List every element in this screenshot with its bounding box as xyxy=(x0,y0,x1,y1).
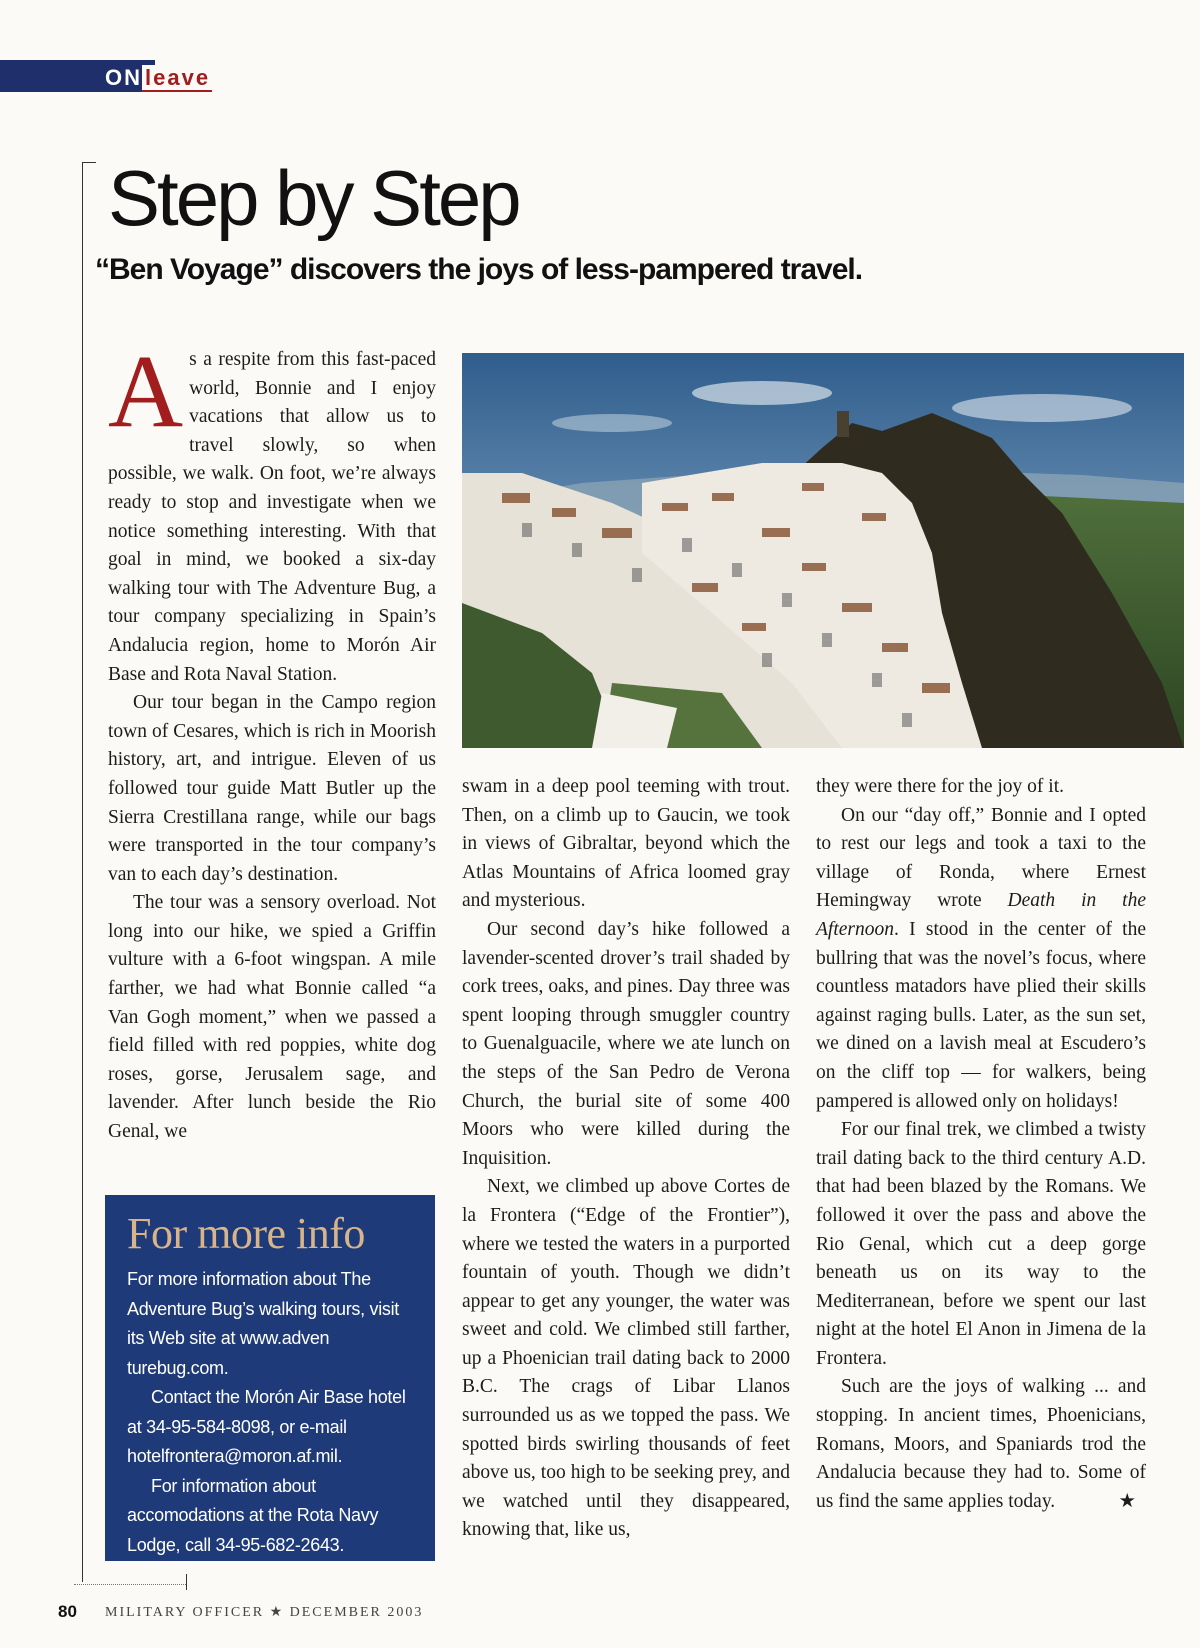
title-rule-corner xyxy=(82,162,96,163)
section-label xyxy=(105,64,212,92)
article-paragraph: Our tour began in the Campo region town of Cesares, which is rich in Moorish history, art, and intrigue. Eleven of us followed tour guide Matt Butler up the Sierra Crestillana range, while our bags were transported in the tour company’s van to each day’s destination. xyxy=(108,692,436,885)
info-sidebar-title: For more info xyxy=(127,1209,365,1258)
article-paragraph: Our second day’s hike followed a lavender-scented drover’s trail shaded by cork trees, oaks, and pines. Day three was spent looping through smuggler country to Guenalguacile, where we ate lunch on the steps of the San Pedro de Verona Church, the burial site of some 400 Moors who were killed during the Inquisition. xyxy=(462,918,790,1169)
book-title: Death in the Afternoon xyxy=(816,890,1146,940)
drop-cap: A xyxy=(108,334,184,449)
article-paragraph: Such are the joys of walking ... and stopping. In ancient times, Phoenicians, Romans, Moors, and Spaniards trod the Andalucia because they had to. Some of us find the same applies today. ★ xyxy=(816,1373,1146,1516)
info-paragraph: For more information about The Adventure Bug’s walking tours, visit its Web site at www.adven turebug.com. xyxy=(127,1269,400,1378)
page-number: 80 xyxy=(58,1602,77,1621)
article-column-3 xyxy=(816,773,1146,1516)
article-paragraph: On our “day off,” Bonnie and I opted to rest our legs and took a taxi to the village of Ronda, where Ernest Hemingway wrote Death in the Afternoon. I stood in the center of the bullring that was the novel’s focus, where countless matadors have plied their skills against raging bulls. Later, as the sun set, we dined on a lavish meal at Escudero’s on the cliff top — for walkers, being pampered is allowed only on holidays! xyxy=(816,804,1146,1112)
info-paragraph: Contact the Morón Air Base hotel at 34-95-584-8098, or e-mail hotelfrontera@moron.af.mil. xyxy=(127,1387,406,1466)
article-column-1 xyxy=(108,334,436,1147)
footer-rule-tick xyxy=(186,1574,187,1590)
info-sidebar xyxy=(105,1195,435,1561)
article-paragraph: For our final trek, we climbed a twisty trail dating back to the third century A.D. that had been blazed by the Romans. We followed it over the pass and above the Rio Genal, which cut a deep gorge beneath us on its way to the Mediterranean, before we spent our last night at the hotel El Anon in Jimena de la Frontera. xyxy=(816,1119,1146,1369)
article-column-2 xyxy=(462,773,790,1545)
article-paragraph: swam in a deep pool teeming with trout. Then, on a climb up to Gaucin, we took in views of Gibraltar, beyond which the Atlas Mountains of Africa loomed gray and mysterious. xyxy=(462,776,790,912)
article-title: Step by Step xyxy=(108,154,519,242)
issue-line: MILITARY OFFICER ★ DECEMBER 2003 xyxy=(105,1605,424,1620)
info-paragraph: For information about accomodations at the Rota Navy Lodge, call 34-95-682-2643. xyxy=(127,1475,379,1555)
village-photo xyxy=(462,353,1184,748)
section-label-leave: leave xyxy=(142,65,212,92)
title-rule xyxy=(82,162,83,1582)
footer-rule xyxy=(74,1584,186,1585)
article-paragraph: they were there for the joy of it. xyxy=(816,776,1064,797)
end-mark-star-icon: ★ xyxy=(1118,1490,1136,1512)
article-paragraph: The tour was a sensory overload. Not long into our hike, we spied a Griffin vulture with a 6-foot wingspan. A mile farther, we had what Bonnie called “a Van Gogh moment,” when we passed a field filled with red poppies, white dog roses, gorse, Jerusalem sage, and lavender. After lunch beside the Rio Genal, we xyxy=(108,892,436,1143)
article-paragraph: Next, we climbed up above Cortes de la Frontera (“Edge of the Frontier”), where we tested the waters in a purported fountain of youth. Though we didn’t appear to get any younger, the water was sweet and cold. We climbed still farther, up a Phoenician trail dating back to 2000 B.C. The crags of Libar Llanos surrounded us as we topped the pass. We spotted birds swirling thousands of feet above us, too high to be seeking prey, and we watched until they disappeared, knowing that, like us, xyxy=(462,1176,790,1541)
article-subtitle: “Ben Voyage” discovers the joys of less-pampered travel. xyxy=(95,253,863,286)
section-label-on: ON xyxy=(105,65,142,90)
article-paragraph: As a respite from this fast-paced world, Bonnie and I enjoy vacations that allow us to travel slowly, so when possible, we walk. On foot, we’re always ready to stop and investigate when we notice something interesting. With that goal in mind, we booked a six-day walking tour with The Adventure Bug, a tour company specializing in Spain’s Andalucia region, home to Morón Air Base and Rota Naval Station. xyxy=(108,334,436,685)
